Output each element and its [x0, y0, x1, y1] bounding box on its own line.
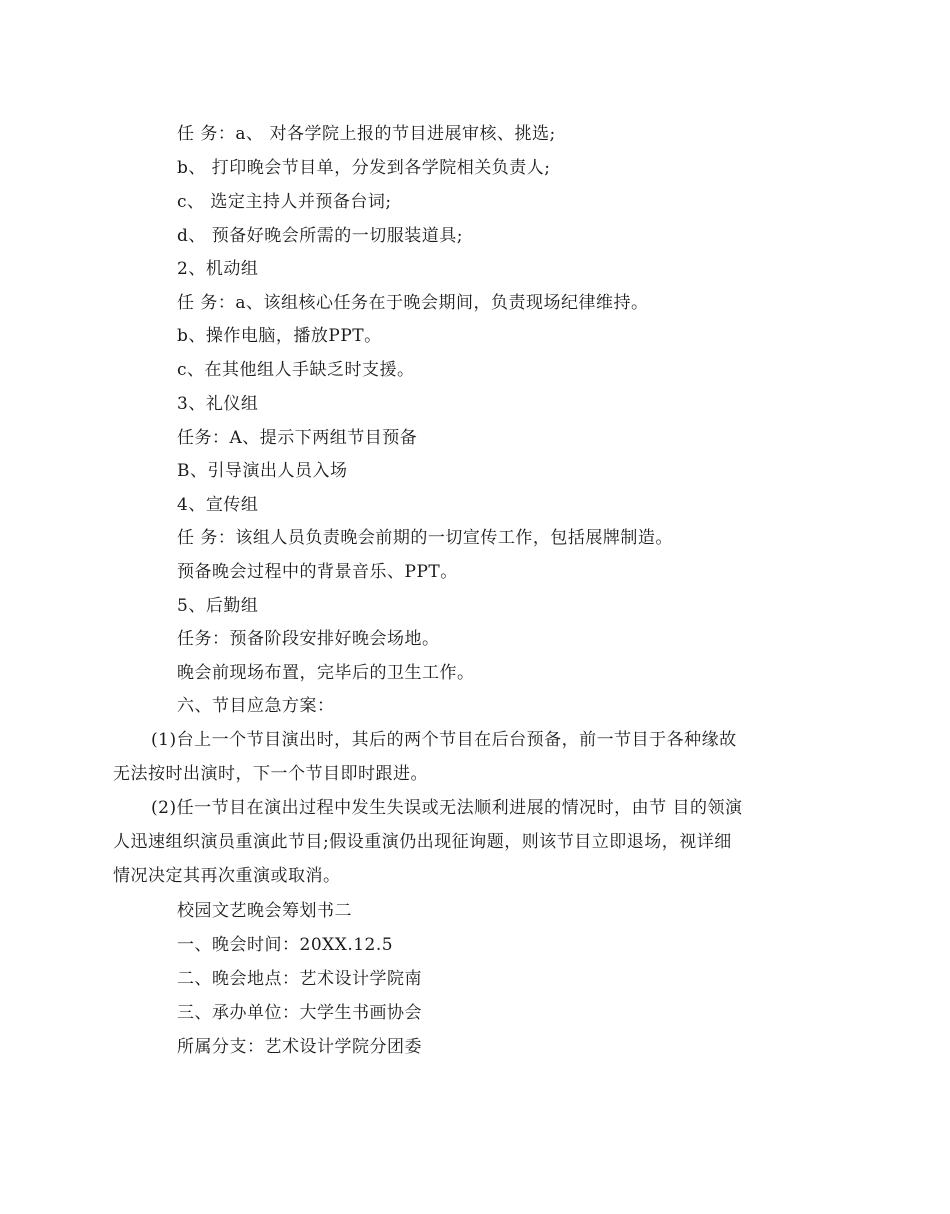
section-heading: 2、机动组 — [177, 259, 259, 279]
section-heading: 六、节目应急方案： — [177, 696, 335, 716]
text-line: 所属分支：艺术设计学院分团委 — [177, 1037, 422, 1057]
text-line: b、 打印晚会节目单，分发到各学院相关负责人; — [177, 158, 551, 178]
text-line: B、引导演出人员入场 — [177, 461, 348, 481]
text-line: 一、晚会时间：20XX.12.5 — [177, 935, 394, 955]
text-line: 预备晚会过程中的背景音乐、PPT。 — [177, 562, 458, 582]
text-line: d、 预备好晚会所需的一切服装道具; — [177, 226, 464, 246]
text-line: 二、晚会地点：艺术设计学院南 — [177, 969, 422, 989]
text-line: 任 务：a、该组核心任务在于晚会期间，负责现场纪律维持。 — [177, 293, 649, 313]
text-line: 晚会前现场布置，完毕后的卫生工作。 — [177, 663, 475, 683]
paragraph-line: 情况决定其再次重演或取消。 — [113, 866, 341, 886]
paragraph-line: (2)任一节目在演出过程中发生失误或无法顺利进展的情况时，由节 目的领演 — [151, 798, 743, 818]
paragraph-line: 人迅速组织演员重演此节目;假设重演仍出现征询题，则该节目立即退场，视详细 — [113, 832, 732, 852]
text-line: 任务：预备阶段安排好晚会场地。 — [177, 629, 440, 649]
document-subtitle: 校园文艺晚会筹划书二 — [177, 901, 352, 921]
text-line: 任务：A、提示下两组节目预备 — [177, 428, 418, 448]
text-line: 任 务：a、 对各学院上报的节目进展审核、挑选; — [177, 124, 556, 144]
text-line: 任 务：该组人员负责晚会前期的一切宣传工作，包括展牌制造。 — [177, 528, 673, 548]
paragraph-line: 无法按时出演时，下一个节目即时跟进。 — [113, 764, 428, 784]
paragraph-line: (1)台上一个节目演出时，其后的两个节目在后台预备，前一节目于各种缘故 — [151, 730, 737, 750]
text-line: b、操作电脑，播放PPT。 — [177, 326, 382, 346]
text-line: c、在其他组人手缺乏时支援。 — [177, 360, 415, 380]
text-line: c、 选定主持人并预备台词; — [177, 192, 392, 212]
section-heading: 5、后勤组 — [177, 596, 259, 616]
section-heading: 4、宣传组 — [177, 495, 259, 515]
section-heading: 3、礼仪组 — [177, 394, 259, 414]
text-line: 三、承办单位：大学生书画协会 — [177, 1003, 422, 1023]
